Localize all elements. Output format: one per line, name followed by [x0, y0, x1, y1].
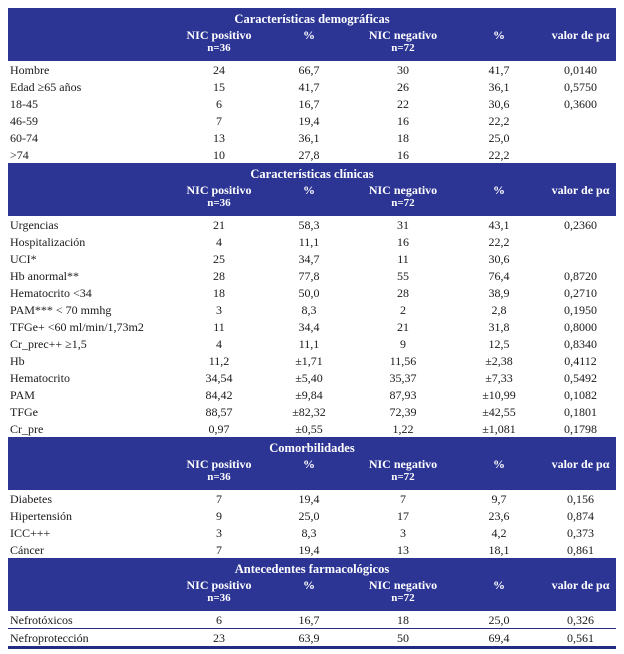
- table-body: [8, 8, 616, 648]
- cell-nic-positive-n: 15: [213, 79, 225, 94]
- cell-nic-negative-pct: 76,4: [488, 268, 510, 283]
- cell-nic-negative-pct: 22,2: [488, 147, 510, 162]
- cell-nic-negative-n: 3: [400, 525, 406, 540]
- cell-nic-negative-pct: 41,7: [488, 62, 510, 77]
- table-row: [8, 629, 616, 648]
- cell-nic-positive-n: 0,97: [208, 421, 230, 436]
- row-label: ICC+++: [10, 525, 51, 540]
- cell-nic-positive-n: 3: [216, 302, 222, 317]
- cell-nic-positive-pct: 34,7: [298, 251, 320, 266]
- cell-nic-positive-n: 11,2: [208, 353, 230, 368]
- cell-nic-negative-n: 72,39: [389, 404, 417, 419]
- table-row: [8, 490, 616, 507]
- col-header-nic-negative: [353, 577, 453, 611]
- cell-p-value: 0,4112: [564, 353, 597, 368]
- section-title-row: [8, 8, 616, 27]
- table-row: [8, 507, 616, 524]
- cell-nic-positive-n: 10: [213, 147, 225, 162]
- cell-nic-positive-n: 18: [213, 285, 225, 300]
- col-header-nic-negative-label: NIC negativo: [368, 28, 438, 42]
- table-row: [8, 541, 616, 558]
- col-header-empty: [8, 456, 173, 490]
- cell-nic-negative-n: 16: [397, 113, 409, 128]
- section-title-row: [8, 437, 616, 456]
- row-label: 60-74: [10, 130, 38, 145]
- row-label: Hematocrito <34: [10, 285, 92, 300]
- col-header-nic-positive: [173, 182, 265, 216]
- section-title: Características demográficas: [8, 8, 616, 27]
- row-label: PAM*** < 70 mmhg: [10, 302, 112, 317]
- table-row: [8, 386, 616, 403]
- cell-nic-positive-n: 88,57: [205, 404, 233, 419]
- col-header-n-negative: n=72: [391, 197, 415, 209]
- row-label: UCI*: [10, 251, 37, 266]
- cell-nic-positive-pct: 66,7: [298, 62, 320, 77]
- row-label: Hb: [10, 353, 25, 368]
- cell-nic-negative-pct: 22,2: [488, 113, 510, 128]
- cell-nic-negative-n: 11: [397, 251, 409, 266]
- col-header-percent-2: %: [453, 27, 545, 61]
- col-header-nic-positive-label: NIC positivo: [186, 28, 252, 42]
- cell-p-value: [545, 129, 616, 146]
- cell-nic-negative-pct: 38,9: [488, 285, 510, 300]
- row-label: TFGe: [10, 404, 38, 419]
- cell-nic-negative-pct: 43,1: [488, 217, 510, 232]
- table-row: [8, 352, 616, 369]
- cell-p-value: 0,8000: [564, 319, 597, 334]
- table-row: [8, 318, 616, 335]
- cell-nic-positive-n: 7: [216, 542, 222, 557]
- cell-p-value: 0,2360: [564, 217, 597, 232]
- cell-nic-negative-pct: 12,5: [488, 336, 510, 351]
- row-label: 18-45: [10, 96, 38, 111]
- cell-nic-negative-pct: ±2,38: [485, 353, 513, 368]
- cell-nic-negative-n: 9: [400, 336, 406, 351]
- cell-p-value: [545, 146, 616, 163]
- col-header-nic-negative: [353, 27, 453, 61]
- cell-nic-negative-n: 50: [353, 629, 453, 648]
- cell-nic-negative-pct: 30,6: [488, 251, 510, 266]
- table-row: [8, 95, 616, 112]
- col-header-p-value: valor de pα: [545, 27, 616, 61]
- cell-nic-positive-pct: ±82,32: [292, 404, 326, 419]
- col-header-percent-1: %: [265, 182, 353, 216]
- table-row: [8, 78, 616, 95]
- cell-nic-positive-pct: 19,4: [298, 113, 320, 128]
- column-header-row: [8, 182, 616, 216]
- cell-nic-positive-pct: 34,4: [298, 319, 320, 334]
- col-header-percent-1: %: [265, 456, 353, 490]
- cell-nic-positive-n: 84,42: [205, 387, 233, 402]
- col-header-empty: [8, 27, 173, 61]
- col-header-p-value: valor de pα: [545, 182, 616, 216]
- row-label: Hospitalización: [10, 234, 86, 249]
- table-row: [8, 112, 616, 129]
- cell-nic-positive-pct: 77,8: [298, 268, 320, 283]
- row-label: Nefroprotección: [8, 629, 173, 648]
- clinical-characteristics-table: [8, 8, 616, 649]
- section-title-row: [8, 558, 616, 577]
- row-label: Hombre: [10, 62, 50, 77]
- col-header-nic-positive: [173, 27, 265, 61]
- col-header-empty: [8, 182, 173, 216]
- col-header-nic-positive: [173, 456, 265, 490]
- col-header-n-positive: n=36: [207, 42, 231, 54]
- cell-nic-negative-pct: 23,6: [488, 508, 510, 523]
- col-header-n-positive: n=36: [207, 197, 231, 209]
- col-header-nic-positive-label: NIC positivo: [186, 183, 252, 197]
- row-label: 46-59: [10, 113, 38, 128]
- cell-nic-positive-pct: 8,3: [301, 525, 317, 540]
- cell-p-value: 0,8720: [564, 268, 597, 283]
- cell-nic-negative-n: 7: [400, 491, 406, 506]
- col-header-nic-negative: [353, 182, 453, 216]
- col-header-n-negative: n=72: [391, 471, 415, 483]
- cell-nic-positive-n: 6: [216, 96, 222, 111]
- cell-nic-negative-n: 11,56: [389, 353, 417, 368]
- col-header-nic-negative-label: NIC negativo: [368, 457, 438, 471]
- cell-nic-negative-n: 31: [397, 217, 409, 232]
- section-title: Antecedentes farmacológicos: [8, 558, 616, 577]
- cell-nic-negative-pct: 9,7: [491, 491, 507, 506]
- cell-nic-negative-n: 30: [397, 62, 409, 77]
- cell-nic-negative-n: 2: [400, 302, 406, 317]
- cell-nic-negative-pct: 30,6: [488, 96, 510, 111]
- col-header-p-value: valor de pα: [545, 577, 616, 611]
- cell-p-value: 0,1798: [564, 421, 597, 436]
- cell-nic-positive-pct: ±5,40: [295, 370, 323, 385]
- cell-p-value: 0,2710: [564, 285, 597, 300]
- cell-p-value: 0,1801: [564, 404, 597, 419]
- col-header-percent-2: %: [453, 456, 545, 490]
- row-label: >74: [10, 147, 29, 162]
- cell-p-value: 0,0140: [564, 62, 597, 77]
- cell-nic-negative-pct: ±1,081: [482, 421, 516, 436]
- cell-nic-positive-n: 23: [173, 629, 265, 648]
- col-header-nic-negative-label: NIC negativo: [368, 578, 438, 592]
- table-row: [8, 146, 616, 163]
- cell-nic-negative-pct: 2,8: [491, 302, 507, 317]
- cell-nic-positive-pct: 41,7: [298, 79, 320, 94]
- row-label: Nefrotóxicos: [8, 611, 173, 629]
- cell-nic-negative-pct: 25,0: [488, 130, 510, 145]
- col-header-nic-positive-label: NIC positivo: [186, 578, 252, 592]
- row-label: Hipertensión: [10, 508, 72, 523]
- row-label: Cr_pre: [10, 421, 44, 436]
- cell-nic-positive-n: 21: [213, 217, 225, 232]
- table-row: [8, 267, 616, 284]
- cell-nic-positive-n: 13: [213, 130, 225, 145]
- row-label: Urgencias: [10, 217, 59, 232]
- col-header-empty: [8, 577, 173, 611]
- cell-nic-positive-n: 24: [213, 62, 225, 77]
- row-label: TFGe+ <60 ml/min/1,73m2: [10, 319, 144, 334]
- cell-nic-positive-pct: ±9,84: [295, 387, 323, 402]
- cell-p-value: 0,861: [567, 542, 594, 557]
- cell-nic-positive-pct: 11,1: [298, 234, 320, 249]
- table-row: [8, 129, 616, 146]
- row-label: Hematocrito: [10, 370, 70, 385]
- cell-p-value: 0,3600: [564, 96, 597, 111]
- cell-nic-positive-pct: 27,8: [298, 147, 320, 162]
- col-header-nic-positive-label: NIC positivo: [186, 457, 252, 471]
- cell-nic-positive-pct: 16,7: [298, 96, 320, 111]
- cell-nic-positive-pct: 16,7: [265, 611, 353, 629]
- cell-p-value: 0,5750: [564, 79, 597, 94]
- cell-nic-positive-n: 11: [213, 319, 225, 334]
- cell-nic-negative-pct: ±42,55: [482, 404, 516, 419]
- col-header-n-negative: n=72: [391, 592, 415, 604]
- table-row: [8, 216, 616, 233]
- cell-nic-positive-pct: 19,4: [298, 542, 320, 557]
- cell-nic-negative-pct: ±7,33: [485, 370, 513, 385]
- cell-nic-positive-n: 25: [213, 251, 225, 266]
- col-header-n-negative: n=72: [391, 42, 415, 54]
- cell-nic-positive-n: 7: [216, 491, 222, 506]
- cell-p-value: 0,326: [545, 611, 616, 629]
- table-row: [8, 369, 616, 386]
- cell-nic-positive-n: 4: [216, 234, 222, 249]
- cell-p-value: [545, 250, 616, 267]
- cell-nic-negative-n: 17: [397, 508, 409, 523]
- cell-nic-positive-pct: 50,0: [298, 285, 320, 300]
- cell-nic-positive-n: 28: [213, 268, 225, 283]
- table-row: [8, 233, 616, 250]
- cell-nic-negative-n: 28: [397, 285, 409, 300]
- cell-nic-negative-pct: 25,0: [453, 611, 545, 629]
- cell-nic-positive-n: 6: [173, 611, 265, 629]
- cell-nic-negative-pct: 69,4: [453, 629, 545, 648]
- cell-nic-negative-n: 35,37: [389, 370, 417, 385]
- row-label: PAM: [10, 387, 35, 402]
- table-row: [8, 250, 616, 267]
- cell-nic-negative-pct: 18,1: [488, 542, 510, 557]
- cell-nic-positive-n: 34,54: [205, 370, 233, 385]
- cell-p-value: 0,8340: [564, 336, 597, 351]
- cell-nic-positive-pct: 36,1: [298, 130, 320, 145]
- cell-nic-negative-n: 18: [353, 611, 453, 629]
- row-label: Edad ≥65 años: [10, 79, 82, 94]
- cell-nic-negative-pct: 22,2: [488, 234, 510, 249]
- cell-nic-positive-pct: 11,1: [298, 336, 320, 351]
- paper-table-page: [0, 8, 624, 654]
- col-header-nic-negative-label: NIC negativo: [368, 183, 438, 197]
- row-label: Diabetes: [10, 491, 52, 506]
- table-row: [8, 420, 616, 437]
- row-label: Cr_prec++ ≥1,5: [10, 336, 87, 351]
- col-header-n-positive: n=36: [207, 471, 231, 483]
- cell-nic-negative-n: 1,22: [392, 421, 414, 436]
- cell-nic-negative-n: 55: [397, 268, 409, 283]
- cell-p-value: [545, 233, 616, 250]
- cell-p-value: 0,1082: [564, 387, 597, 402]
- table-row: [8, 335, 616, 352]
- row-label: Cáncer: [10, 542, 44, 557]
- col-header-percent-1: %: [265, 27, 353, 61]
- cell-nic-negative-n: 26: [397, 79, 409, 94]
- table-row: [8, 301, 616, 318]
- cell-p-value: 0,373: [567, 525, 594, 540]
- table-row: [8, 61, 616, 78]
- cell-nic-negative-n: 16: [397, 147, 409, 162]
- cell-nic-negative-pct: 36,1: [488, 79, 510, 94]
- section-title: Características clínicas: [8, 163, 616, 182]
- cell-p-value: 0,156: [567, 491, 594, 506]
- column-header-row: [8, 27, 616, 61]
- cell-nic-positive-n: 3: [216, 525, 222, 540]
- cell-nic-positive-pct: 25,0: [298, 508, 320, 523]
- table-row: [8, 611, 616, 629]
- cell-nic-positive-pct: 63,9: [265, 629, 353, 648]
- col-header-percent-2: %: [453, 577, 545, 611]
- table-row: [8, 284, 616, 301]
- col-header-n-positive: n=36: [207, 592, 231, 604]
- cell-nic-positive-pct: ±0,55: [295, 421, 323, 436]
- cell-nic-positive-pct: 58,3: [298, 217, 320, 232]
- cell-nic-negative-n: 16: [397, 234, 409, 249]
- cell-p-value: 0,561: [545, 629, 616, 648]
- col-header-nic-positive: [173, 577, 265, 611]
- cell-nic-negative-pct: 4,2: [491, 525, 507, 540]
- col-header-nic-negative: [353, 456, 453, 490]
- cell-nic-positive-pct: 19,4: [298, 491, 320, 506]
- cell-nic-negative-n: 22: [397, 96, 409, 111]
- cell-p-value: 0,5492: [564, 370, 597, 385]
- cell-nic-positive-n: 9: [216, 508, 222, 523]
- cell-nic-negative-n: 87,93: [389, 387, 417, 402]
- col-header-percent-1: %: [265, 577, 353, 611]
- cell-p-value: [545, 112, 616, 129]
- cell-nic-positive-n: 7: [216, 113, 222, 128]
- column-header-row: [8, 456, 616, 490]
- cell-nic-negative-n: 18: [397, 130, 409, 145]
- cell-nic-negative-n: 13: [397, 542, 409, 557]
- cell-p-value: 0,1950: [564, 302, 597, 317]
- cell-nic-negative-pct: ±10,99: [482, 387, 516, 402]
- column-header-row: [8, 577, 616, 611]
- cell-nic-negative-pct: 31,8: [488, 319, 510, 334]
- col-header-percent-2: %: [453, 182, 545, 216]
- cell-nic-positive-pct: 8,3: [301, 302, 317, 317]
- row-label: Hb anormal**: [10, 268, 79, 283]
- section-title: Comorbilidades: [8, 437, 616, 456]
- table-row: [8, 524, 616, 541]
- col-header-p-value: valor de pα: [545, 456, 616, 490]
- section-title-row: [8, 163, 616, 182]
- cell-nic-positive-n: 4: [216, 336, 222, 351]
- cell-nic-positive-pct: ±1,71: [295, 353, 323, 368]
- table-row: [8, 403, 616, 420]
- cell-p-value: 0,874: [567, 508, 594, 523]
- cell-nic-negative-n: 21: [397, 319, 409, 334]
